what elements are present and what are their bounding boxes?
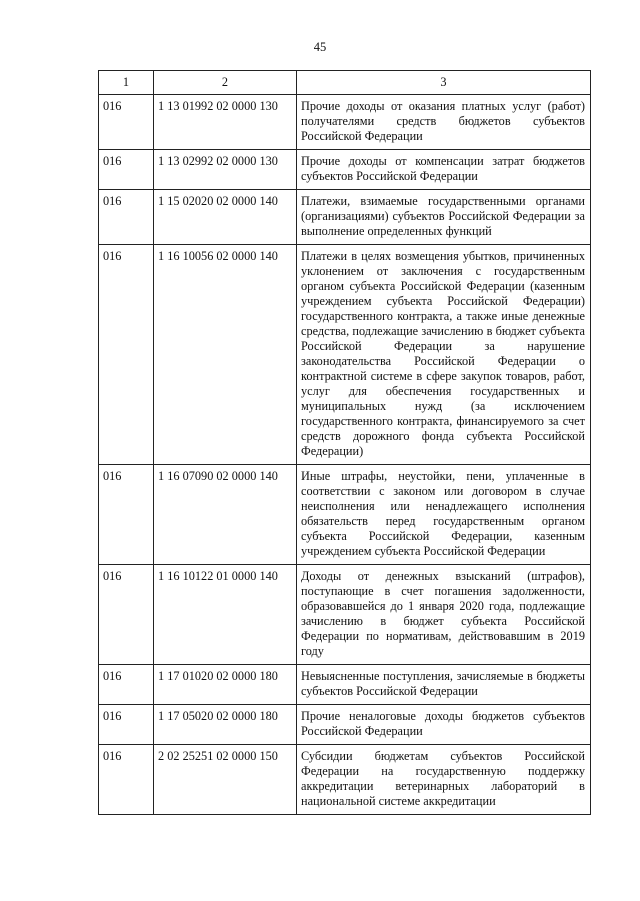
header-cell-1: 1	[99, 71, 154, 95]
admin-code-cell: 016	[99, 705, 154, 745]
table-row	[99, 465, 591, 565]
description-cell: Прочие неналоговые доходы бюджетов субъектов Российской Федерации	[297, 705, 591, 745]
description-cell: Прочие доходы от оказания платных услуг (работ) получателями средств бюджетов субъектов Российской Федерации	[297, 95, 591, 150]
table-row	[99, 745, 591, 815]
description-cell: Иные штрафы, неустойки, пени, уплаченные в соответствии с законом или договором в случае неисполнения или ненадлежащего исполнения обязательств перед государственным органом субъекта Российской Федерации, казенным учреждением субъекта Российской Федерации	[297, 465, 591, 565]
description-cell: Платежи, взимаемые государственными органами (организациями) субъектов Российской Федерации за выполнение определенных функций	[297, 190, 591, 245]
admin-code-cell: 016	[99, 245, 154, 465]
table-row	[99, 245, 591, 465]
budget-code-cell: 1 16 10122 01 0000 140	[154, 565, 297, 665]
revenue-codes-table	[98, 70, 591, 815]
table-row	[99, 95, 591, 150]
table-row	[99, 705, 591, 745]
admin-code-cell: 016	[99, 665, 154, 705]
table-row	[99, 150, 591, 190]
table-header-row	[99, 71, 591, 95]
budget-code-cell: 1 13 02992 02 0000 130	[154, 150, 297, 190]
table-row	[99, 665, 591, 705]
budget-code-cell: 1 13 01992 02 0000 130	[154, 95, 297, 150]
description-cell: Доходы от денежных взысканий (штрафов), поступающие в счет погашения задолженности, образовавшейся до 1 января 2020 года, подлежащие зачислению в бюджет субъекта Российской Федерации по нормативам, действовавшим в 2019 году	[297, 565, 591, 665]
admin-code-cell: 016	[99, 190, 154, 245]
table-row	[99, 565, 591, 665]
admin-code-cell: 016	[99, 745, 154, 815]
header-cell-2: 2	[154, 71, 297, 95]
table-row	[99, 190, 591, 245]
header-cell-3: 3	[297, 71, 591, 95]
budget-code-cell: 1 17 05020 02 0000 180	[154, 705, 297, 745]
description-cell: Прочие доходы от компенсации затрат бюджетов субъектов Российской Федерации	[297, 150, 591, 190]
description-cell: Платежи в целях возмещения убытков, причиненных уклонением от заключения с государственным органом субъекта Российской Федерации (казенным учреждением субъекта Российской Федерации) государственного контракта, а также иные денежные средства, подлежащие зачислению в бюджет субъекта Российской Федерации за нарушение законодательства Российской Федерации о контрактной системе в сфере закупок товаров, работ, услуг для обеспечения государственных и муниципальных нужд (за исключением государственного контракта, финансируемого за счет средств дорожного фонда субъекта Российской Федерации)	[297, 245, 591, 465]
description-cell: Субсидии бюджетам субъектов Российской Федерации на государственную поддержку аккредитации ветеринарных лабораторий в национальной системе аккредитации	[297, 745, 591, 815]
budget-code-cell: 1 16 10056 02 0000 140	[154, 245, 297, 465]
admin-code-cell: 016	[99, 465, 154, 565]
description-cell: Невыясненные поступления, зачисляемые в бюджеты субъектов Российской Федерации	[297, 665, 591, 705]
budget-code-cell: 1 15 02020 02 0000 140	[154, 190, 297, 245]
admin-code-cell: 016	[99, 150, 154, 190]
admin-code-cell: 016	[99, 95, 154, 150]
admin-code-cell: 016	[99, 565, 154, 665]
budget-code-cell: 2 02 25251 02 0000 150	[154, 745, 297, 815]
budget-code-cell: 1 17 01020 02 0000 180	[154, 665, 297, 705]
budget-code-cell: 1 16 07090 02 0000 140	[154, 465, 297, 565]
page-number: 45	[313, 40, 327, 54]
